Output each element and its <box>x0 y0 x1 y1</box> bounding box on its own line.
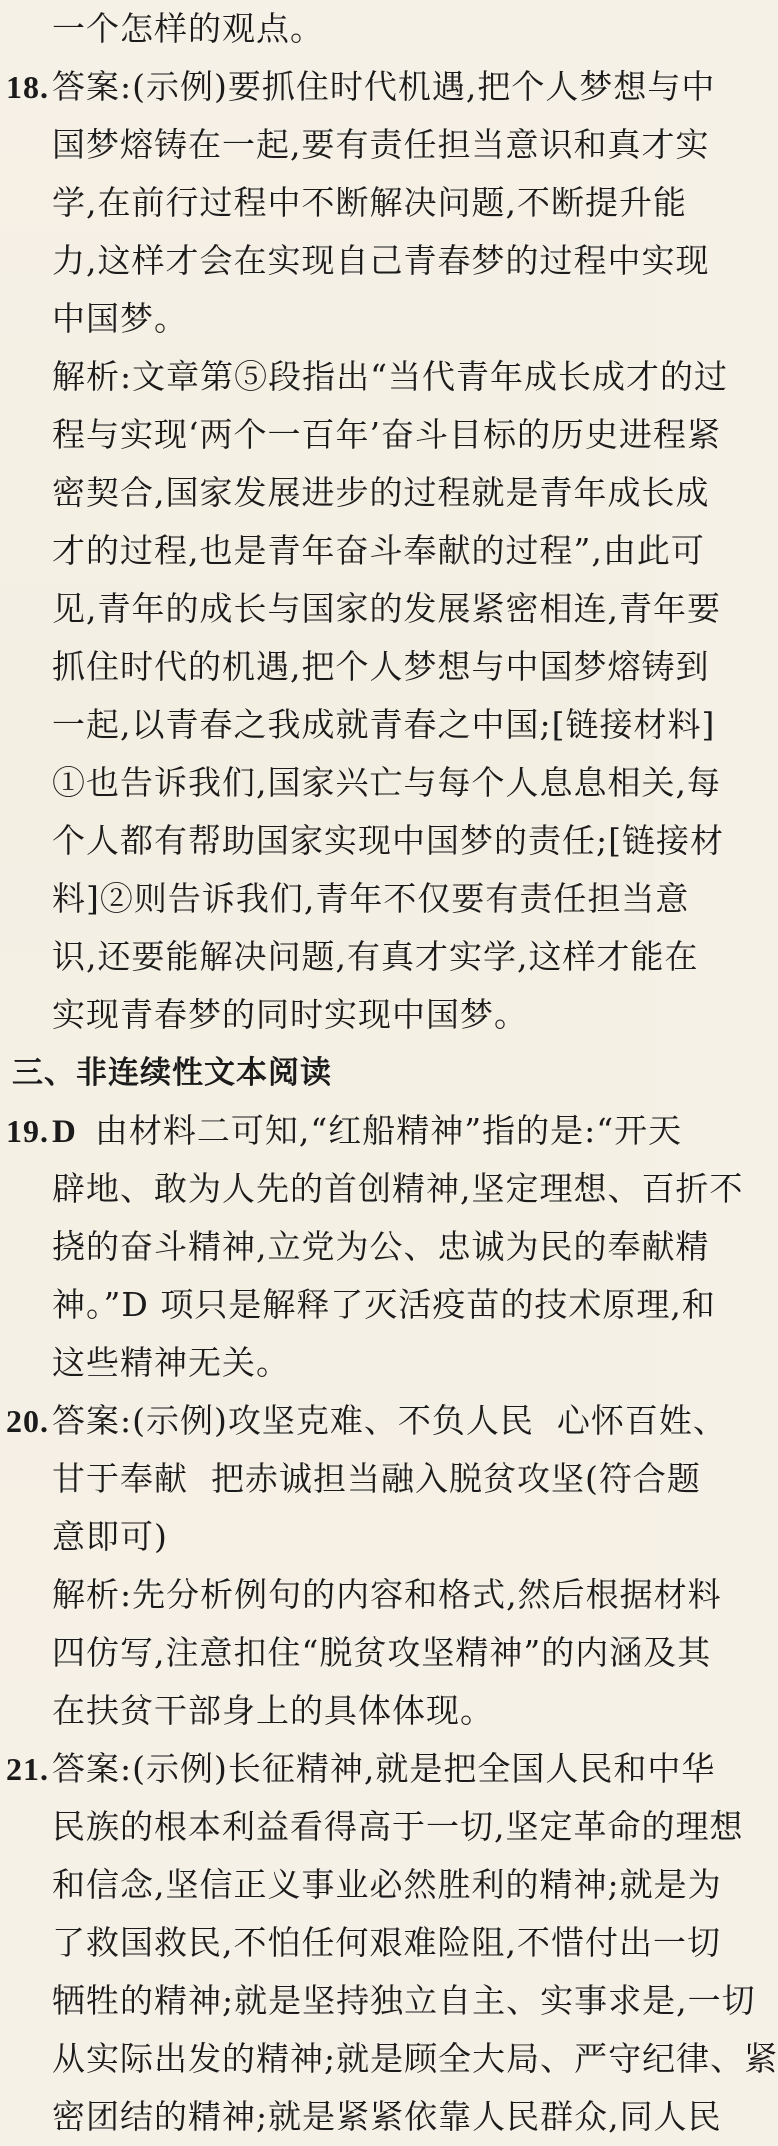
text-line: 才的过程,也是青年奋斗奉献的过程”,由此可 <box>52 531 705 570</box>
text-line: 意即可) <box>52 1517 168 1556</box>
text-line: 力,这样才会在实现自己青春梦的过程中实现 <box>52 241 710 280</box>
answer-text: 答案:(示例)要抓住时代机遇,把个人梦想与中 <box>52 67 716 106</box>
text-line: 一个怎样的观点。 <box>52 9 324 48</box>
text-line: 挠的奋斗精神,立党为公、忠诚为民的奉献精 <box>52 1227 710 1266</box>
answer-text: 答案:(示例)攻坚克难、不负人民 心怀百姓、 <box>52 1401 727 1440</box>
text-line: 学,在前行过程中不断解决问题,不断提升能 <box>52 183 687 222</box>
analysis-line: 解析:先分析例句的内容和格式,然后根据材料 <box>52 1575 722 1614</box>
text-line: 程与实现‘两个一百年’奋斗目标的历史进程紧 <box>52 415 721 454</box>
text-line: 实现青春梦的同时实现中国梦。 <box>52 995 528 1034</box>
text-line: 在扶贫干部身上的具体体现。 <box>52 1691 494 1730</box>
question-21-line <box>0 1740 716 1798</box>
text-line: 中国梦。 <box>52 299 188 338</box>
question-18-line <box>0 58 716 116</box>
text-line: 抓住时代的机遇,把个人梦想与中国梦熔铸到 <box>52 647 710 686</box>
text-line: 密团结的精神;就是紧紧依靠人民群众,同人民 <box>52 2097 722 2136</box>
answer-letter: D <box>52 1114 77 1150</box>
text-line: 和信念,坚信正义事业必然胜利的精神;就是为 <box>52 1865 722 1904</box>
text-line: 四仿写,注意扣住“脱贫攻坚精神”的内涵及其 <box>52 1633 712 1672</box>
answer-text: 答案:(示例)长征精神,就是把全国人民和中华 <box>52 1749 716 1788</box>
text-line: 从实际出发的精神;就是顾全大局、严守纪律、紧 <box>52 2039 778 2078</box>
answer-text: 由材料二可知,“红船精神”指的是:“开天 <box>94 1111 683 1150</box>
section-heading: 三、非连续性文本阅读 <box>12 1055 332 1091</box>
text-line: 个人都有帮助国家实现中国梦的责任;[链接材 <box>52 821 724 860</box>
text-line: 牺牲的精神;就是坚持独立自主、实事求是,一切 <box>52 1981 756 2020</box>
question-number: 19. <box>6 1113 49 1149</box>
text-line: 见,青年的成长与国家的发展紧密相连,青年要 <box>52 589 721 628</box>
text-line: 神。”D 项只是解释了灭活疫苗的技术原理,和 <box>52 1285 716 1324</box>
question-number: 18. <box>6 69 49 105</box>
text-line: 了救国救民,不怕任何艰难险阻,不惜付出一切 <box>52 1923 721 1962</box>
question-number: 21. <box>6 1751 49 1787</box>
text-line: 密契合,国家发展进步的过程就是青年成长成 <box>52 473 710 512</box>
text-line: ①也告诉我们,国家兴亡与每个人息息相关,每 <box>52 763 721 802</box>
text-line: 民族的根本利益看得高于一切,坚定革命的理想 <box>52 1807 744 1846</box>
text-line: 这些精神无关。 <box>52 1343 290 1382</box>
question-19-line <box>0 1102 707 1161</box>
text-line: 甘于奉献 把赤诚担当融入脱贫攻坚(符合题 <box>52 1459 701 1498</box>
analysis-line: 解析:文章第⑤段指出“当代青年成长成才的过 <box>52 357 728 396</box>
text-line: 料]②则告诉我们,青年不仅要有责任担当意 <box>52 879 690 918</box>
text-line: 辟地、敢为人先的首创精神,坚定理想、百折不 <box>52 1169 744 1208</box>
text-line: 识,还要能解决问题,有真才实学,这样才能在 <box>52 937 699 976</box>
question-20-line <box>0 1392 727 1450</box>
text-line: 国梦熔铸在一起,要有责任担当意识和真才实 <box>52 125 710 164</box>
text-line: 一起,以青春之我成就青春之中国;[链接材料] <box>52 705 716 744</box>
question-number: 20. <box>6 1403 49 1439</box>
